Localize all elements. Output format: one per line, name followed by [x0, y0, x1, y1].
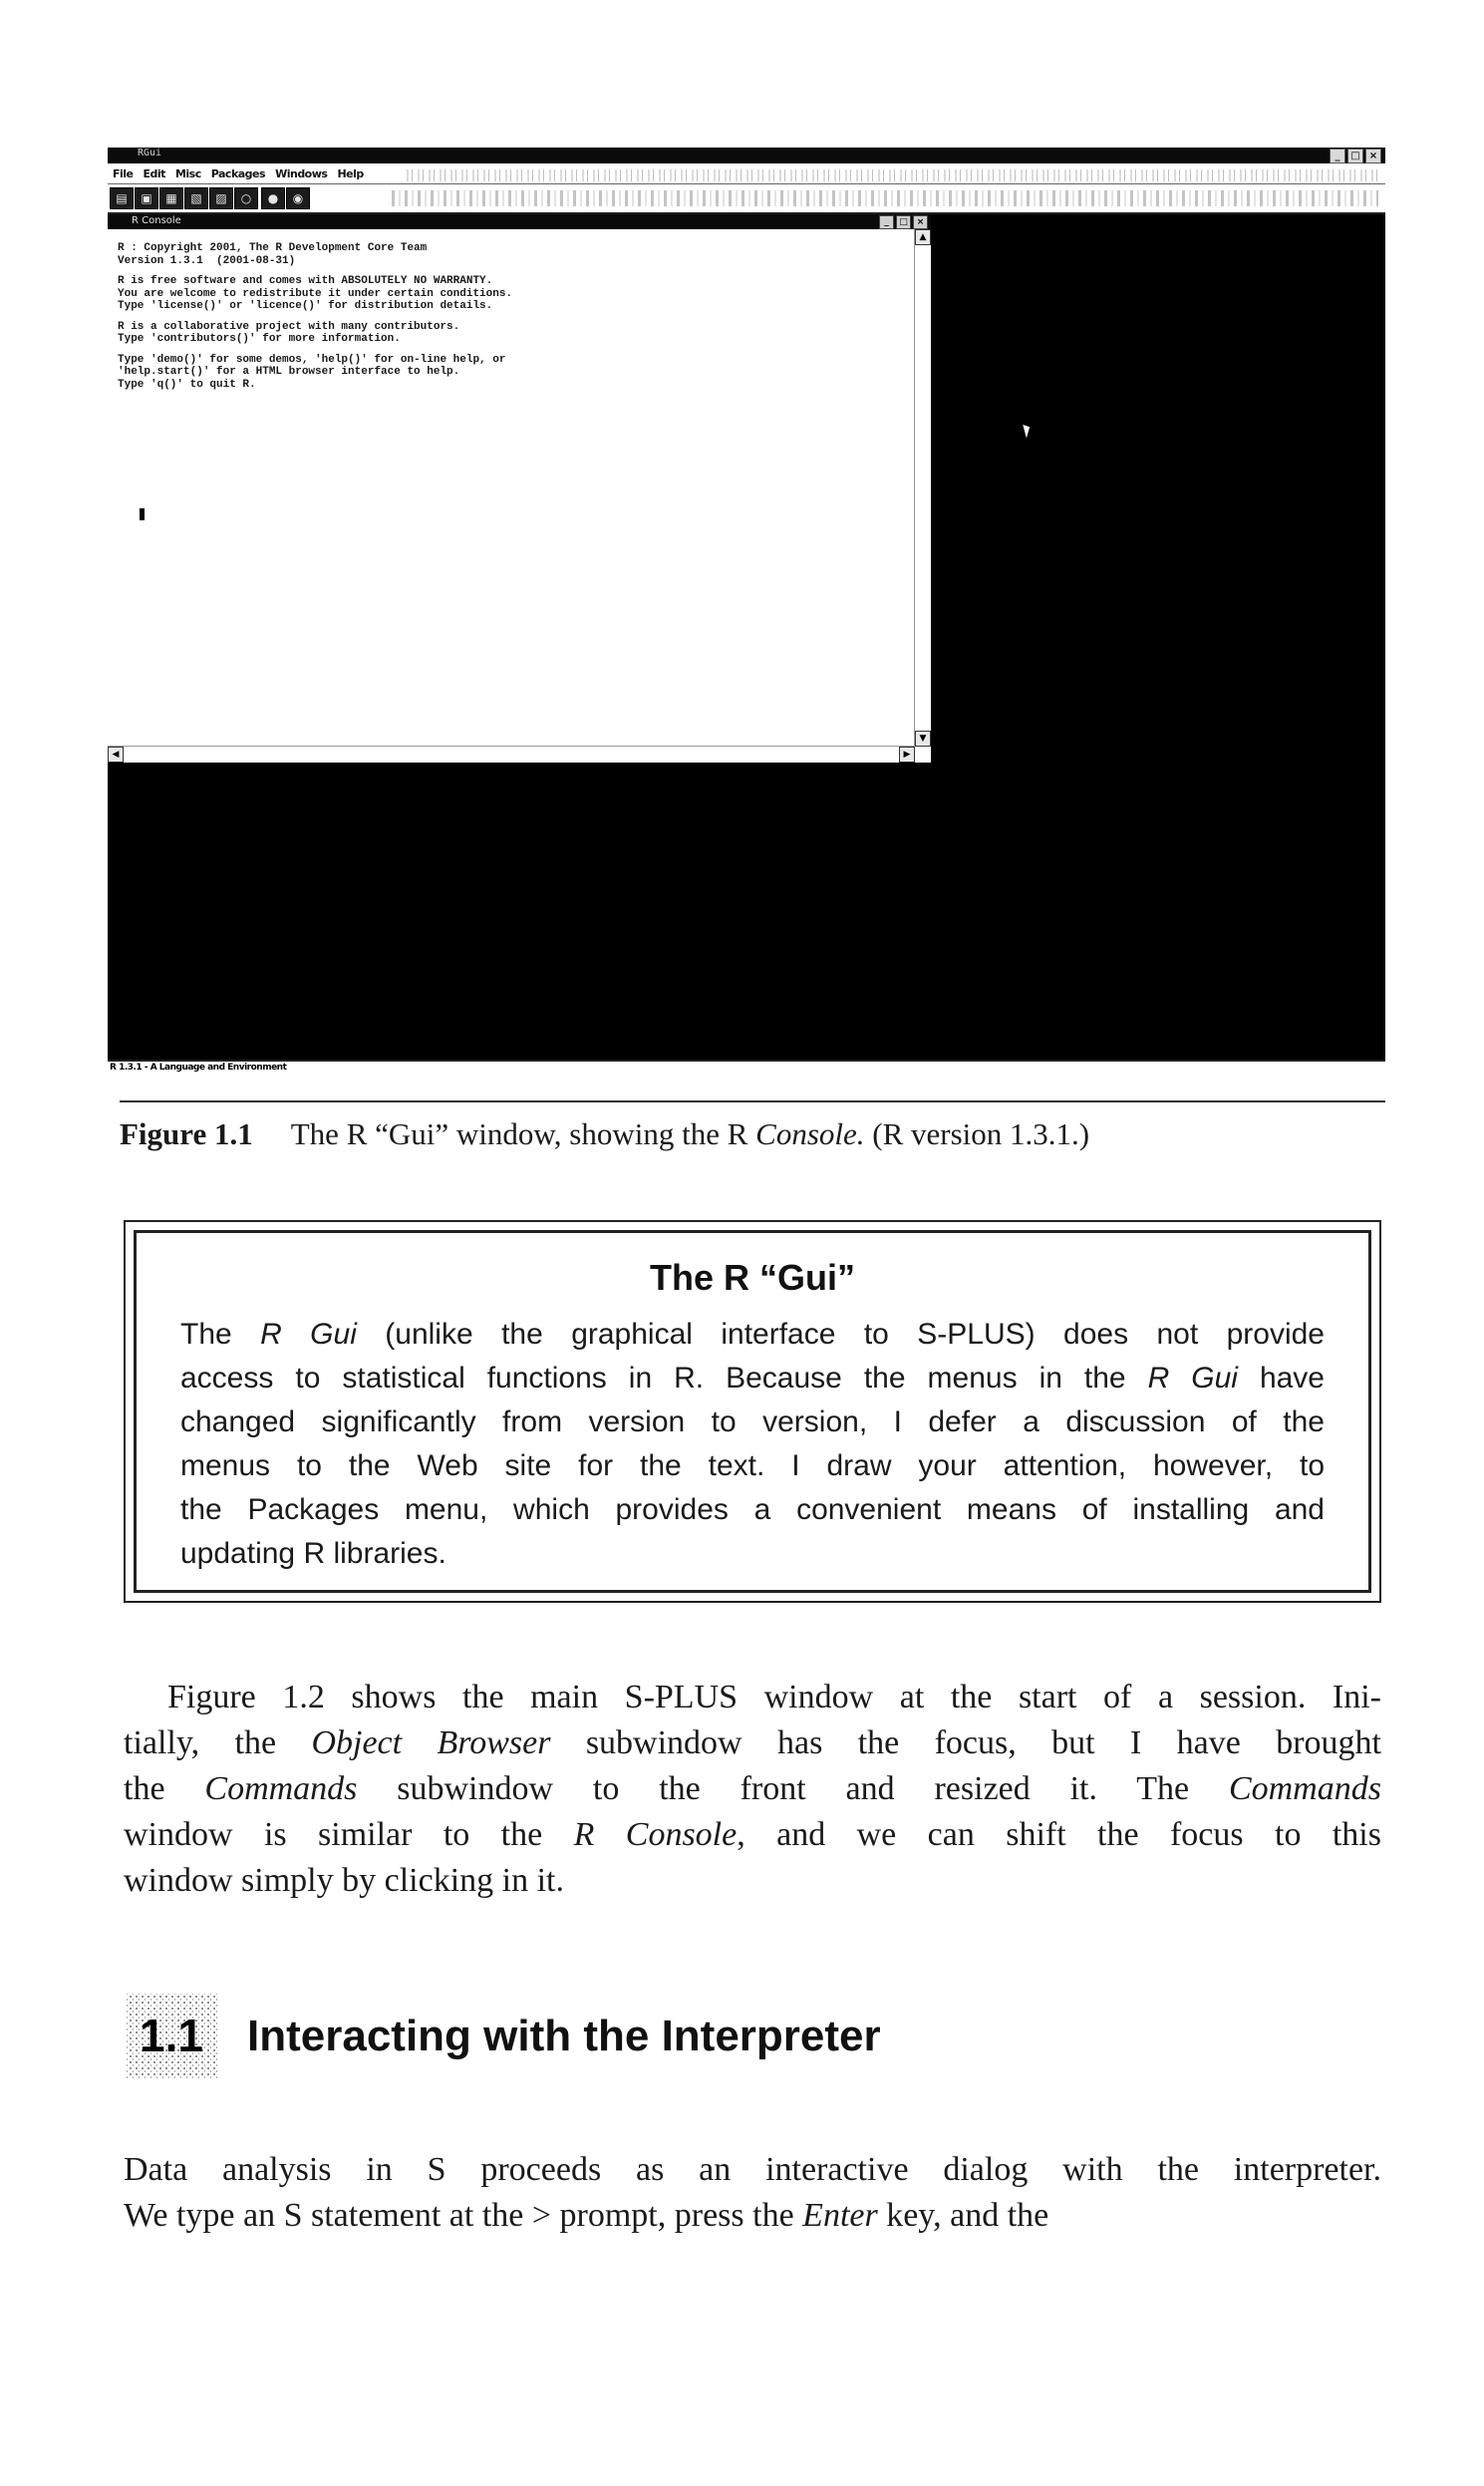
console-maximize-icon[interactable]: □ — [896, 215, 911, 229]
vertical-scrollbar[interactable] — [914, 229, 931, 763]
save-workspace-icon[interactable]: ▦ — [159, 187, 183, 209]
menu-windows[interactable]: Windows — [275, 166, 328, 180]
section-number-icon — [118, 1984, 225, 2087]
copy-paste-icon[interactable]: ○ — [234, 187, 258, 209]
console-line: R is a collaborative project with many contributors. — [118, 320, 460, 333]
figure-label: Figure 1.1 — [120, 1116, 253, 1151]
r-gui-screenshot — [108, 148, 1385, 1075]
text-line: menus to the Web site for the text. I draw your attention, however, to — [180, 1449, 1325, 1482]
console-line: 'help.start()' for a HTML browser interface to help. — [118, 366, 460, 378]
section-number: 1.1 — [140, 2010, 203, 2061]
mouse-pointer-icon — [1023, 423, 1032, 438]
menu-file[interactable]: File — [113, 166, 134, 180]
console-window[interactable] — [108, 214, 933, 763]
caption-rule — [120, 1100, 1385, 1102]
console-line — [118, 267, 895, 275]
statusbar — [108, 1060, 1385, 1075]
scan-noise — [392, 190, 1378, 206]
menu-misc[interactable]: Misc — [174, 166, 201, 180]
load-workspace-icon[interactable]: ▣ — [135, 187, 158, 209]
app-titlebar — [108, 148, 1385, 163]
scan-noise — [407, 169, 1378, 181]
scroll-right-icon[interactable]: ▶ — [899, 747, 915, 763]
sidebar-box — [124, 1220, 1381, 1603]
text-line: The R Gui (unlike the graphical interface to S-PLUS) does not provide — [180, 1318, 1325, 1351]
close-icon[interactable]: × — [1365, 149, 1381, 163]
console-titlebar[interactable] — [108, 214, 931, 229]
console-output[interactable] — [118, 242, 895, 391]
paragraph — [124, 1675, 1381, 1904]
stop-icon[interactable]: ● — [261, 187, 285, 209]
console-line: Type 'license()' or 'licence()' for distribution details. — [118, 300, 493, 312]
scroll-down-icon[interactable]: ▼ — [915, 731, 931, 747]
text-line: the Packages menu, which provides a convenient means of installing and — [180, 1493, 1325, 1526]
console-cursor — [140, 508, 145, 520]
text-line: changed significantly from version to version, I defer a discussion of the — [180, 1405, 1325, 1438]
open-script-icon[interactable]: ▤ — [110, 187, 134, 209]
sidebar-body — [180, 1313, 1325, 1576]
console-line: You are welcome to redistribute it under certain conditions. — [118, 287, 513, 300]
text-line: window simply by clicking in it. — [124, 1862, 564, 1899]
console-close-icon[interactable]: × — [913, 215, 928, 229]
scroll-up-icon[interactable]: ▲ — [915, 229, 931, 245]
text-line: We type an S statement at the > prompt, press the Enter key, and the — [124, 2197, 1049, 2234]
paragraph — [124, 2147, 1381, 2239]
maximize-icon[interactable]: □ — [1347, 149, 1363, 163]
scroll-left-icon[interactable]: ◀ — [108, 747, 124, 763]
horizontal-scrollbar[interactable] — [108, 746, 915, 763]
console-line: Version 1.3.1 (2001-08-31) — [118, 254, 296, 267]
console-title: R Console — [132, 215, 181, 226]
print-icon[interactable]: ◉ — [286, 187, 310, 209]
text-line: Figure 1.2 shows the main S-PLUS window at the start of a session. Ini- — [167, 1679, 1381, 1715]
minimize-icon[interactable]: _ — [1330, 149, 1345, 163]
section-title: Interacting with the Interpreter — [247, 2012, 881, 2060]
toolbar — [108, 184, 1385, 214]
text-line: tially, the Object Browser subwindow has the focus, but I have brought — [124, 1724, 1381, 1761]
copy-icon[interactable]: ▧ — [184, 187, 208, 209]
figure-caption-text: The R “Gui” window, showing the R Console. (R version 1.3.1.) — [290, 1116, 1090, 1151]
console-line: Type 'q()' to quit R. — [118, 378, 256, 391]
mdi-workspace — [108, 214, 1385, 1060]
window-controls — [1330, 149, 1381, 163]
console-line — [118, 313, 895, 321]
console-window-controls — [879, 215, 928, 229]
paste-icon[interactable]: ▨ — [209, 187, 233, 209]
figure-caption — [120, 1116, 1385, 1152]
menu-edit[interactable]: Edit — [143, 166, 165, 180]
sidebar-title: The R “Gui” — [650, 1257, 855, 1298]
console-line: Type 'contributors()' for more information. — [118, 333, 401, 345]
text-line: window is similar to the R Console, and we can shift the focus to this — [124, 1816, 1381, 1853]
text-line: access to statistical functions in R. Because the menus in the R Gui have — [180, 1362, 1325, 1395]
app-title: RGui — [138, 148, 162, 158]
section-heading — [118, 1984, 1375, 2093]
console-line: R is free software and comes with ABSOLUTELY NO WARRANTY. — [118, 275, 493, 287]
status-text: R 1.3.1 - A Language and Environment — [110, 1063, 287, 1073]
menu-packages[interactable]: Packages — [210, 166, 266, 180]
text-line: the Commands subwindow to the front and resized it. The Commands — [124, 1770, 1381, 1807]
menu-help[interactable]: Help — [337, 166, 364, 180]
sidebar-inner-frame — [134, 1230, 1371, 1593]
console-line — [118, 346, 895, 354]
console-minimize-icon[interactable]: _ — [879, 215, 894, 229]
console-line: R : Copyright 2001, The R Development Core Team — [118, 242, 428, 254]
text-line: Data analysis in S proceeds as an interactive dialog with the interpreter. — [124, 2151, 1381, 2188]
console-line: Type 'demo()' for some demos, 'help()' for on-line help, or — [118, 353, 506, 366]
text-line: updating R libraries. — [180, 1537, 446, 1570]
